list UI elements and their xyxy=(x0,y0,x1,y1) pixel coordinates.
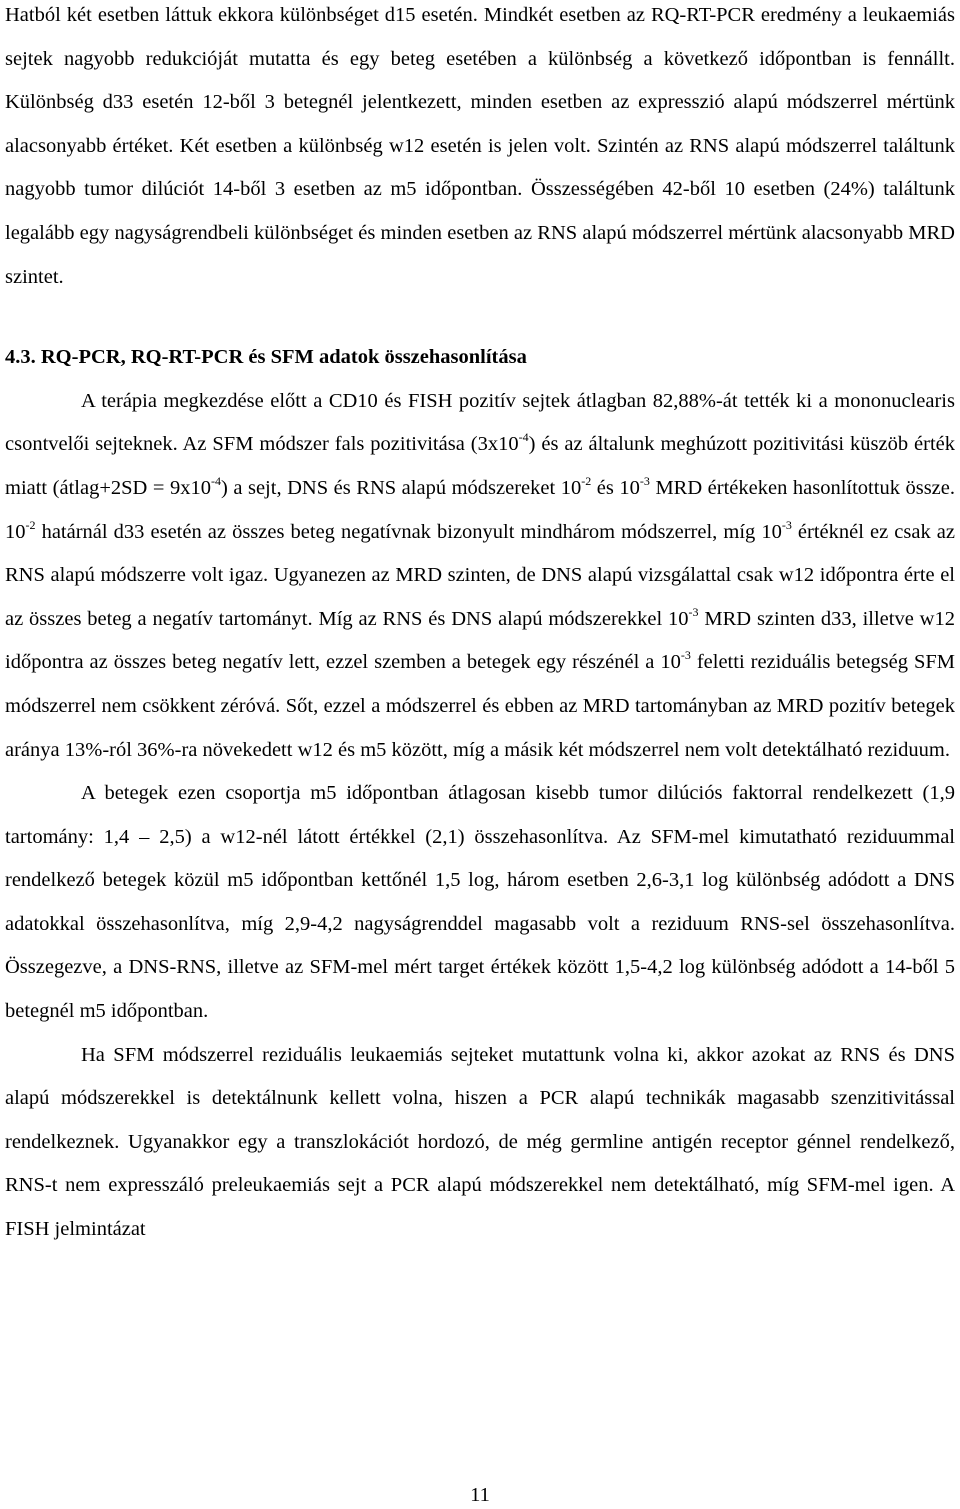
document-page xyxy=(5,0,955,1252)
paragraph-sfm-detection: Ha SFM módszerrel reziduális leukaemiás sejteket mutattunk volna ki, akkor azokat az RNS és DNS alapú módszerekkel is detektálnunk kellett volna, hiszen a PCR alapú technikák magasabb szenzitivitással rendelkeznek. Ugyanakkor egy a transzlokációt hordozó, de még germline antigén receptor génnel rendelkező, RNS-t nem expresszáló preleukaemiás sejt a PCR alapú módszerekkel nem detektálható, míg SFM-mel igen. A FISH jelmintázat xyxy=(5,1043,955,1241)
paragraph-tumor-dilution: A betegek ezen csoportja m5 időpontban átlagosan kisebb tumor dilúciós faktorral rendelkezett (1,9 tartomány: 1,4 – 2,5) a w12-nél látott értékkel (2,1) összehasonlítva. Az SFM-mel kimutatható reziduummal rendelkező betegek közül m5 időpontban kettőnél 1,5 log, három esetben 2,6-3,1 log különbség adódott a DNS adatokkal összehasonlítva, míg 2,9-4,2 nagyságrenddel magasabb volt a reziduum RNS-sel összehasonlítva. Összegezve, a DNS-RNS, illetve az SFM-mel mért target értékek között 1,5-4,2 log különbség adódott a 14-ből 5 betegnél m5 időpontban. xyxy=(5,782,955,1023)
paragraph-therapy-comparison: A terápia megkezdése előtt a CD10 és FISH pozitív sejtek átlagban 82,88%-át tették ki a mononuclearis csontvelői sejteknek. Az SFM módszer fals pozitivitása $(3x10^{-4})$ és az általunk meghúzott pozitivitási küszöb érték miatt (átlag+2SD = $9x10^{-4}$) a sejt, DNS és RNS alapú módszereket $10^{-2}$ és $10^{-3}$ MRD értékeken hasonlítottuk össze. $10^{-2}$ határnál d33 esetén az összes beteg negatívnak bizonyult mindhárom módszerrel, míg $10^{-3}$ értéknél ez csak az RNS alapú módszerre volt igaz. Ugyanezen az MRD szinten, de DNS alapú vizsgálattal csak w12 időpontra érte el az összes beteg a negatív tartományt. Míg az RNS és DNS alapú módszerekkel $10^{-3}$ MRD szinten d33, illetve w12 időpontra az összes beteg negatív lett, ezzel szemben a betegek egy részénél a $10^{-3}$ feletti reziduális betegség SFM módszerrel nem csökkent zéróvá. Sőt, ezzel a módszerrel és ebben az MRD tartományban az MRD pozitív betegek aránya 13%-ról 36%-ra növekedett w12 és m5 között, míg a másik két módszerrel nem volt detektálható reziduum. xyxy=(5,389,956,761)
paragraph-leukaemia-differences: Hatból két esetben láttuk ekkora különbséget d15 esetén. Mindkét esetben az RQ-RT-PCR eredmény a leukaemiás sejtek nagyobb redukcióját mutatta és egy beteg esetében a különbség a következő időpontban is fennállt. Különbség d33 esetén 12-ből 3 betegnél jelentkezett, minden esetben az expresszió alapú módszerrel mértünk alacsonyabb értéket. Két esetben a különbség w12 esetén is jelen volt. Szintén az RNS alapú módszerrel találtunk nagyobb tumor dilúciót 14-ből 3 esetben az m5 időpontban. Összességében 42-ből 10 esetben (24%) találtunk legalább egy nagyságrendbeli különbséget és minden esetben az RNS alapú módszerrel mértünk alacsonyabb MRD szintet. xyxy=(5,4,955,288)
page-number: 11 xyxy=(470,1484,490,1506)
section-heading: 4.3. RQ-PCR, RQ-RT-PCR és SFM adatok összehasonlítása xyxy=(5,346,527,369)
